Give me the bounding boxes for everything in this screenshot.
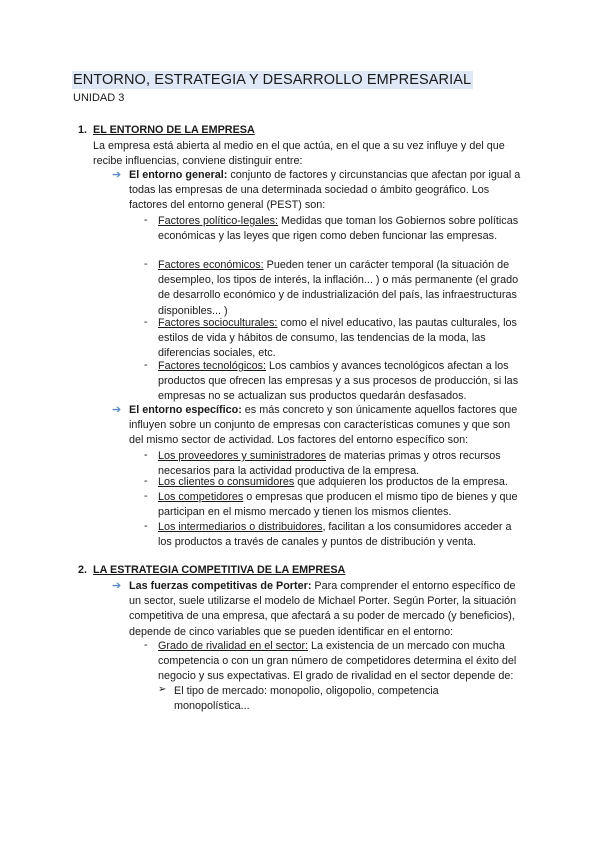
list-item — [158, 258, 528, 319]
arrow-right-icon: ➔ — [112, 169, 122, 181]
list-item-term: Factores político-legales: — [158, 215, 279, 227]
list-item-term: Factores socioculturales: — [158, 317, 278, 329]
triangle-bullet-icon: ➢ — [158, 684, 167, 695]
porter-label: Las fuerzas competitivas de Porter: — [129, 580, 312, 592]
list-item-text: como el nivel educativo, las pautas culturales, los estilos de vida y hábitos de consumo, las tendencias de la moda, las diferencias sociales, etc. — [158, 317, 517, 360]
list-item-text: Pueden tener un carácter temporal (la situación de desempleo, los tipos de interés, la inflación... ) o más permanente (el grado de desarrollo económico y de industrialización del país, las infraestructuras disponibles... ) — [158, 259, 519, 317]
entorno-especifico-label: El entorno específico: — [129, 404, 242, 416]
list-item-term: Los proveedores y suministradores — [158, 450, 327, 462]
list-item — [158, 316, 528, 362]
list-item — [158, 214, 528, 244]
list-item-text: Los cambios y avances tecnológicos afectan a los productos que ofrecen las empresas y a sus procesos de producción, si las empresas no se actualizan sus productos quedarán desfasados. — [158, 360, 519, 403]
dash-bullet-icon: - — [144, 214, 148, 226]
document-title: ENTORNO, ESTRATEGIA Y DESARROLLO EMPRESARIAL — [73, 72, 472, 88]
sub-list-item: El tipo de mercado: monopolio, oligopolio, competencia monopolística... — [174, 685, 439, 713]
list-item-text: de materias primas y otros recursos necesarios para la actividad productiva de la empresa. — [158, 450, 501, 478]
list-item-term: Factores tecnológicos: — [158, 360, 267, 372]
list-item-term: Los clientes o consumidores — [158, 476, 295, 488]
list-item-term: Grado de rivalidad en el sector: — [158, 640, 309, 652]
list-item-text: Medidas que toman los Gobiernos sobre políticas económicas y las leyes que rigen como deben funcionar las empresas. — [158, 215, 519, 243]
list-item — [158, 475, 528, 490]
entorno-general-text: conjunto de factores y circunstancias que afectan por igual a todas las empresas de una determinada sociedad o ámbito geográfico. Los factores del entorno general (PEST) son: — [129, 169, 521, 212]
section-number: 2. — [78, 564, 88, 576]
dash-bullet-icon: - — [144, 316, 148, 328]
list-item-text: , facilitan a los consumidores acceder a los productos a través de canales y puntos de distribución y venta. — [158, 521, 512, 549]
dash-bullet-icon: - — [144, 449, 148, 461]
unit-label: UNIDAD 3 — [73, 92, 125, 104]
dash-bullet-icon: - — [144, 520, 148, 532]
section-title: LA ESTRATEGIA COMPETITIVA DE LA EMPRESA — [93, 564, 346, 576]
dash-bullet-icon: - — [144, 475, 148, 487]
entorno-especifico-text: es más concreto y son únicamente aquellos factores que influyen sobre un conjunto de empresas con características comunes y que son del mismo sector de actividad. Los factores del entorno específico son: — [129, 404, 518, 447]
list-item-text: o empresas que producen el mismo tipo de bienes y que participan en el mismo mercado y tienen los mismos clientes. — [158, 491, 518, 519]
dash-bullet-icon: - — [144, 258, 148, 270]
list-item — [158, 359, 528, 405]
list-item — [158, 639, 530, 685]
list-item — [158, 520, 528, 550]
section-title: EL ENTORNO DE LA EMPRESA — [93, 124, 255, 136]
entorno-general-label: El entorno general: — [129, 169, 228, 181]
list-item-text: que adquieren los productos de la empresa. — [294, 476, 508, 488]
entorno-especifico-paragraph — [129, 403, 526, 449]
section-intro: La empresa está abierta al medio en el que actúa, en el que a su vez influye y del que recibe influencias, conviene distinguir entre: — [93, 140, 505, 168]
dash-bullet-icon: - — [144, 639, 148, 651]
list-item-term: Los intermediarios o distribuidores — [158, 521, 323, 533]
dash-bullet-icon: - — [144, 359, 148, 371]
section-number: 1. — [78, 124, 88, 136]
list-item-text: La existencia de un mercado con mucha competencia o con un gran número de competidores determina el éxito del negocio y sus expectativas. El grado de rivalidad en el sector depende de: — [158, 640, 517, 683]
porter-text: Para comprender el entorno específico de un sector, suele utilizarse el modelo de Michael Porter. Según Porter, la situación competitiva de una empresa, que afectará a su poder de mercado (y beneficios), depende de cinco variables que se pueden identificar en el entorno: — [129, 580, 517, 638]
entorno-general-paragraph — [129, 168, 524, 214]
list-item — [158, 490, 528, 520]
list-item-term: Factores económicos: — [158, 259, 264, 271]
list-item-term: Los competidores — [158, 491, 244, 503]
dash-bullet-icon: - — [144, 490, 148, 502]
arrow-right-icon: ➔ — [112, 580, 122, 592]
porter-paragraph — [129, 579, 529, 640]
arrow-right-icon: ➔ — [112, 404, 122, 416]
